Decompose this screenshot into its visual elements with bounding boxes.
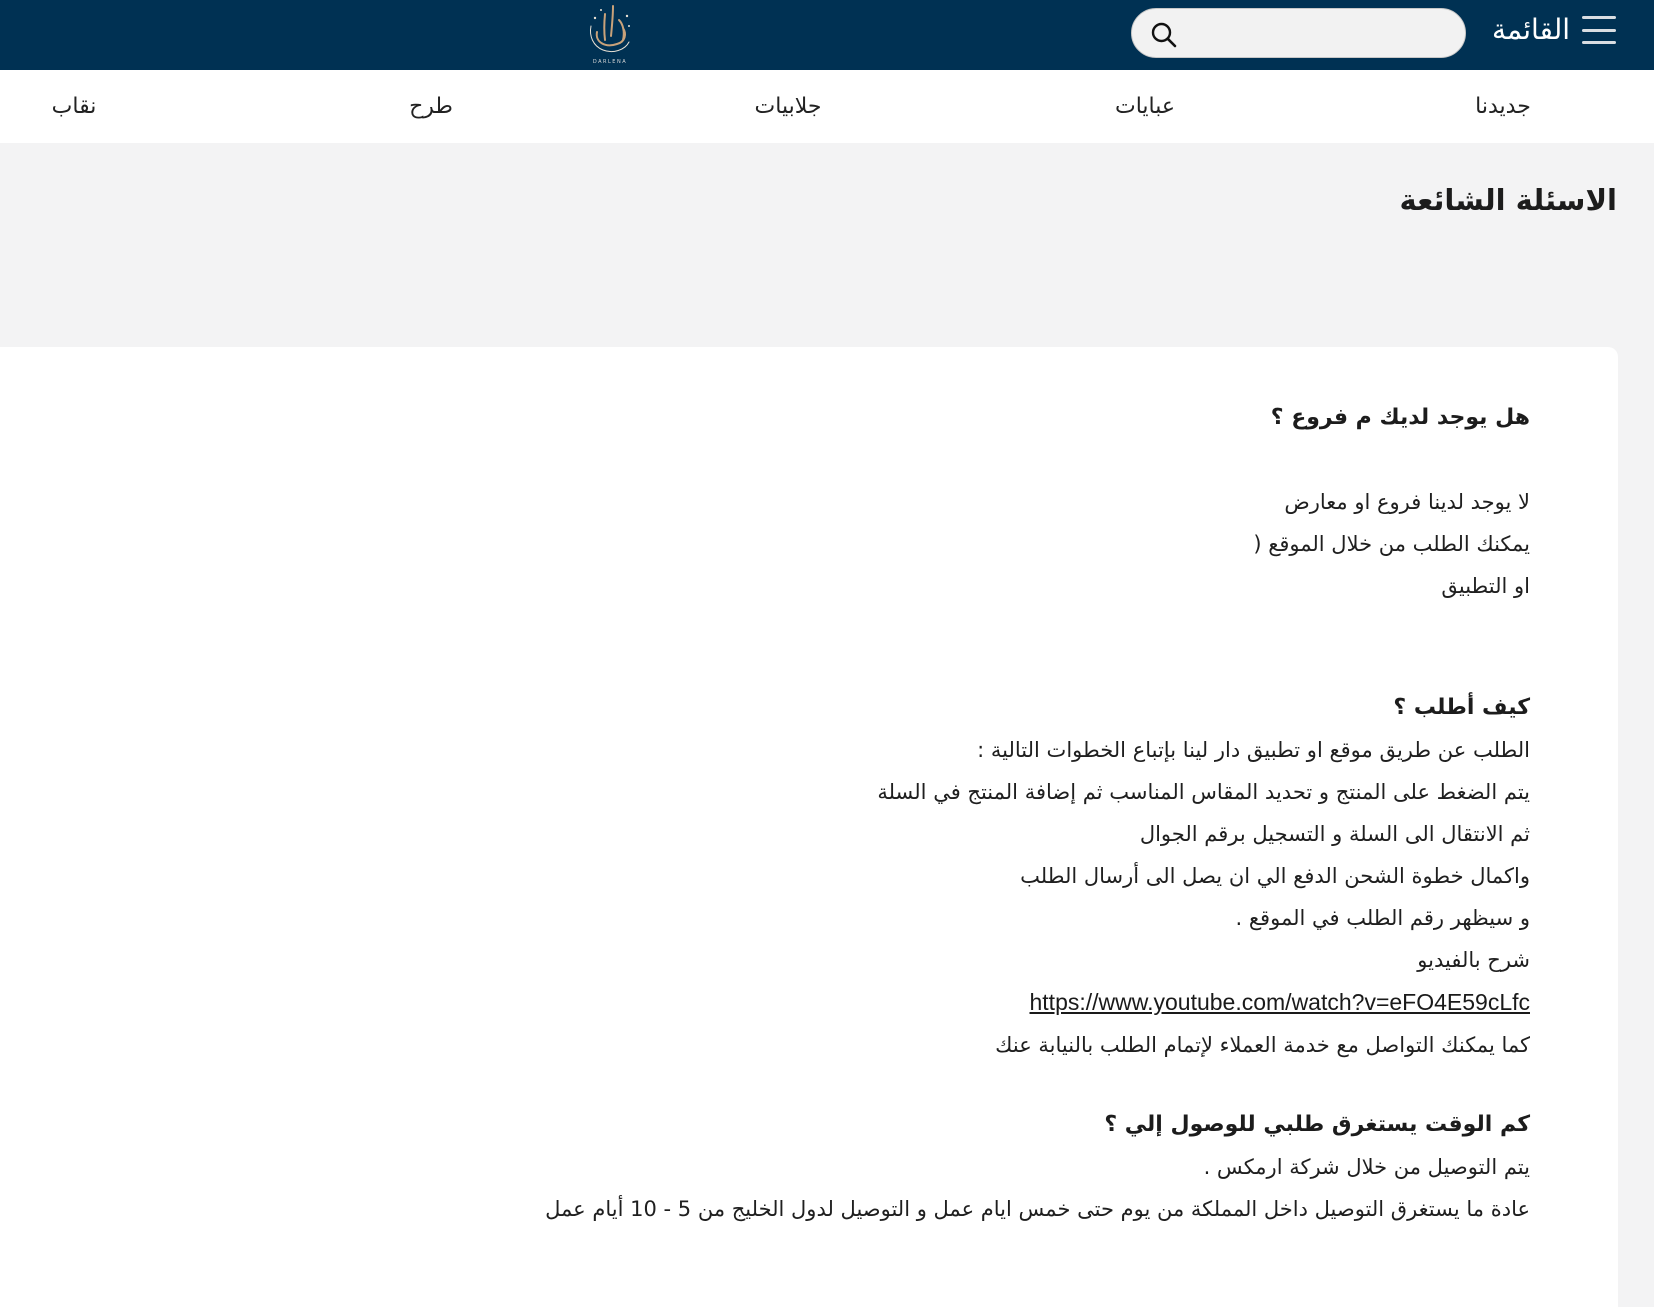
faq-answer-line: يمكنك الطلب من خلال الموقع ( xyxy=(1253,532,1530,556)
faq-question: هل يوجد لديك م فروع ؟ xyxy=(1270,405,1530,430)
nav-item-new[interactable]: جديدنا xyxy=(1475,94,1531,119)
menu-label: القائمة xyxy=(1492,13,1570,46)
faq-item-how-to-order xyxy=(877,687,1530,1066)
faq-card xyxy=(0,347,1618,1307)
search-input[interactable] xyxy=(1188,17,1449,51)
hamburger-menu-icon xyxy=(1582,16,1616,44)
faq-answer-line: ثم الانتقال الى السلة و التسجيل برقم الجوال xyxy=(1139,822,1530,846)
faq-answer-line: يتم التوصيل من خلال شركة ارمكس . xyxy=(1203,1155,1530,1179)
faq-answer-line: و سيظهر رقم الطلب في الموقع . xyxy=(1235,906,1530,930)
faq-answer-line: واكمال خطوة الشحن الدفع الي ان يصل الى أرسال الطلب xyxy=(1020,864,1530,888)
faq-link-line xyxy=(877,981,1530,1024)
nav-item-niqab[interactable]: نقاب xyxy=(51,94,97,119)
search-box[interactable] xyxy=(1131,8,1466,58)
nav-item-jalabiyas[interactable]: جلابيات xyxy=(754,94,822,119)
page-title: الاسئلة الشائعة xyxy=(1399,183,1617,217)
youtube-video-link[interactable]: https://www.youtube.com/watch?v=eFO4E59cLfc xyxy=(1029,989,1530,1015)
faq-item-delivery-time xyxy=(545,1104,1530,1230)
faq-answer-line: يتم الضغط على المنتج و تحديد المقاس المناسب ثم إضافة المنتج في السلة xyxy=(877,780,1530,804)
faq-answer-branches xyxy=(1253,481,1530,607)
faq-answer-line: الطلب عن طريق موقع او تطبيق دار لينا بإتباع الخطوات التالية : xyxy=(977,738,1530,762)
category-nav xyxy=(0,70,1654,143)
nav-item-abayas[interactable]: عبايات xyxy=(1114,94,1176,119)
logo-icon xyxy=(583,2,637,66)
nav-item-scarves[interactable]: طرح xyxy=(409,94,453,119)
faq-answer-line: او التطبيق xyxy=(1441,574,1530,598)
faq-answer-line: لا يوجد لدينا فروع او معارض xyxy=(1284,490,1530,514)
faq-answer-line: شرح بالفيديو xyxy=(1417,948,1530,972)
faq-answer-line: عادة ما يستغرق التوصيل داخل المملكة من يوم حتى خمس ايام عمل و التوصيل لدول الخليج من 5 - 10 أيام عمل xyxy=(545,1197,1530,1221)
faq-question: كم الوقت يستغرق طلبي للوصول إلي ؟ xyxy=(1104,1112,1530,1137)
faq-answer-line: كما يمكنك التواصل مع خدمة العملاء لإتمام الطلب بالنيابة عنك xyxy=(995,1033,1530,1057)
svg-text:DARLENA: DARLENA xyxy=(592,59,628,65)
faq-question: كيف أطلب ؟ xyxy=(1393,695,1530,720)
menu-button[interactable] xyxy=(1492,10,1616,50)
faq-item-branches xyxy=(1271,397,1530,439)
darlena-logo[interactable] xyxy=(583,2,637,66)
search-icon[interactable] xyxy=(1150,21,1178,49)
top-header xyxy=(0,0,1654,70)
